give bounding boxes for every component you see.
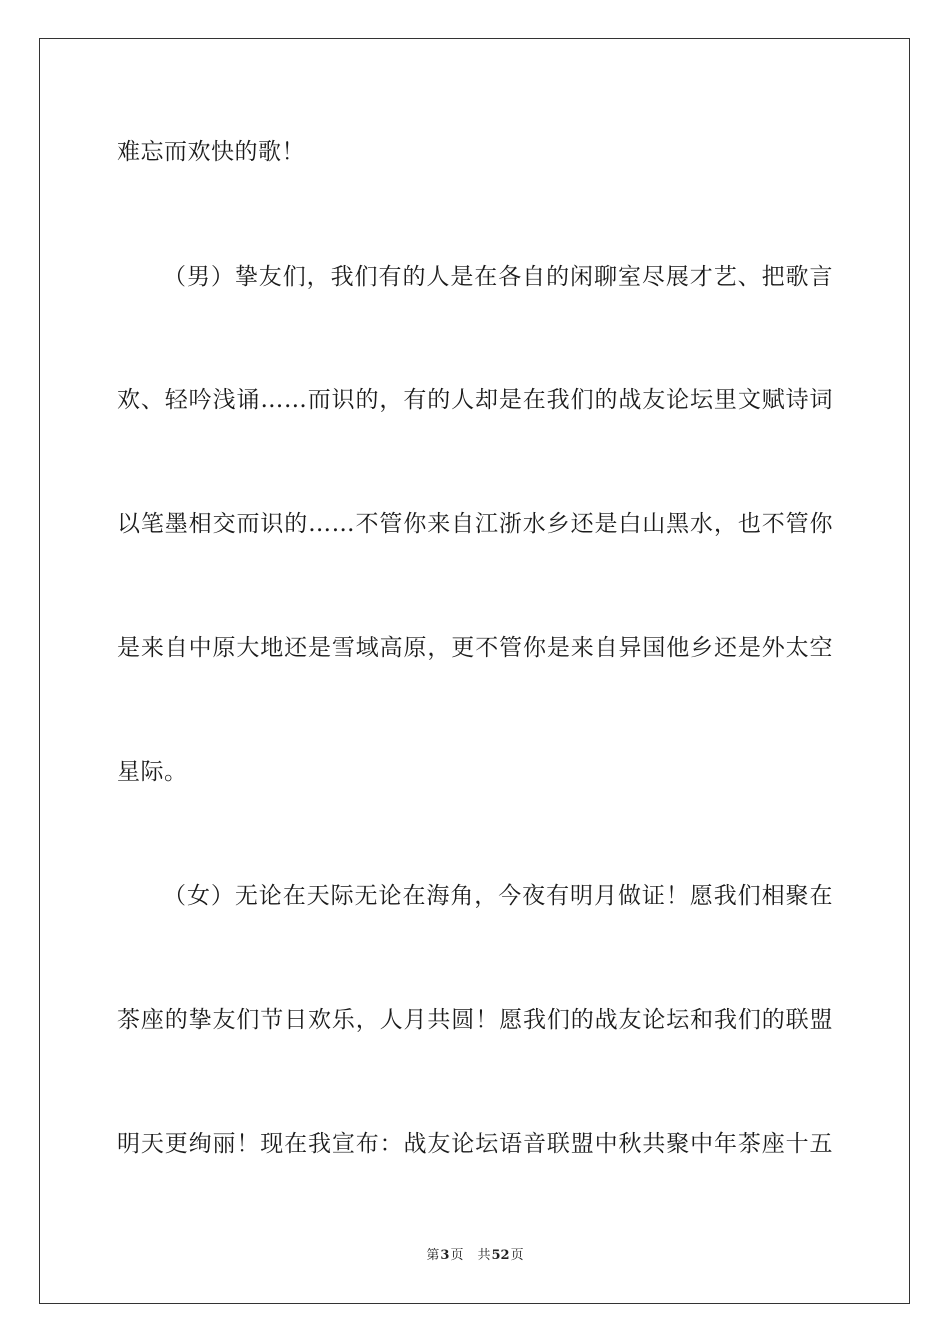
total-pages: 52 [491, 1248, 510, 1263]
total-suffix: 页 [510, 1248, 524, 1263]
text-line: 欢、轻吟浅诵……而识的，有的人却是在我们的战友论坛里文赋诗词 [117, 387, 833, 413]
page-footer [0, 1247, 950, 1265]
page-suffix: 页 [450, 1248, 464, 1263]
text-line: 茶座的挚友们节日欢乐，人月共圆！愿我们的战友论坛和我们的联盟 [117, 1007, 833, 1033]
text-line: 是来自中原大地还是雪域高原，更不管你是来自异国他乡还是外太空 [117, 635, 833, 661]
text-line: 明天更绚丽！现在我宣布：战友论坛语音联盟中秋共聚中年茶座十五 [117, 1131, 833, 1157]
total-prefix: 共 [477, 1248, 491, 1263]
paragraph-female-first-line: （女）无论在天际无论在海角，今夜有明月做证！愿我们相聚在 [163, 883, 833, 909]
text-line: 难忘而欢快的歌！ [117, 139, 305, 165]
page-border [39, 38, 910, 1304]
text-line: 星际。 [117, 759, 188, 785]
paragraph-male-first-line: （男）挚友们，我们有的人是在各自的闲聊室尽展才艺、把歌言 [163, 264, 833, 290]
page-prefix: 第 [426, 1248, 440, 1263]
page-number: 3 [440, 1248, 450, 1263]
text-line: 以笔墨相交而识的……不管你来自江浙水乡还是白山黑水，也不管你 [117, 511, 833, 537]
